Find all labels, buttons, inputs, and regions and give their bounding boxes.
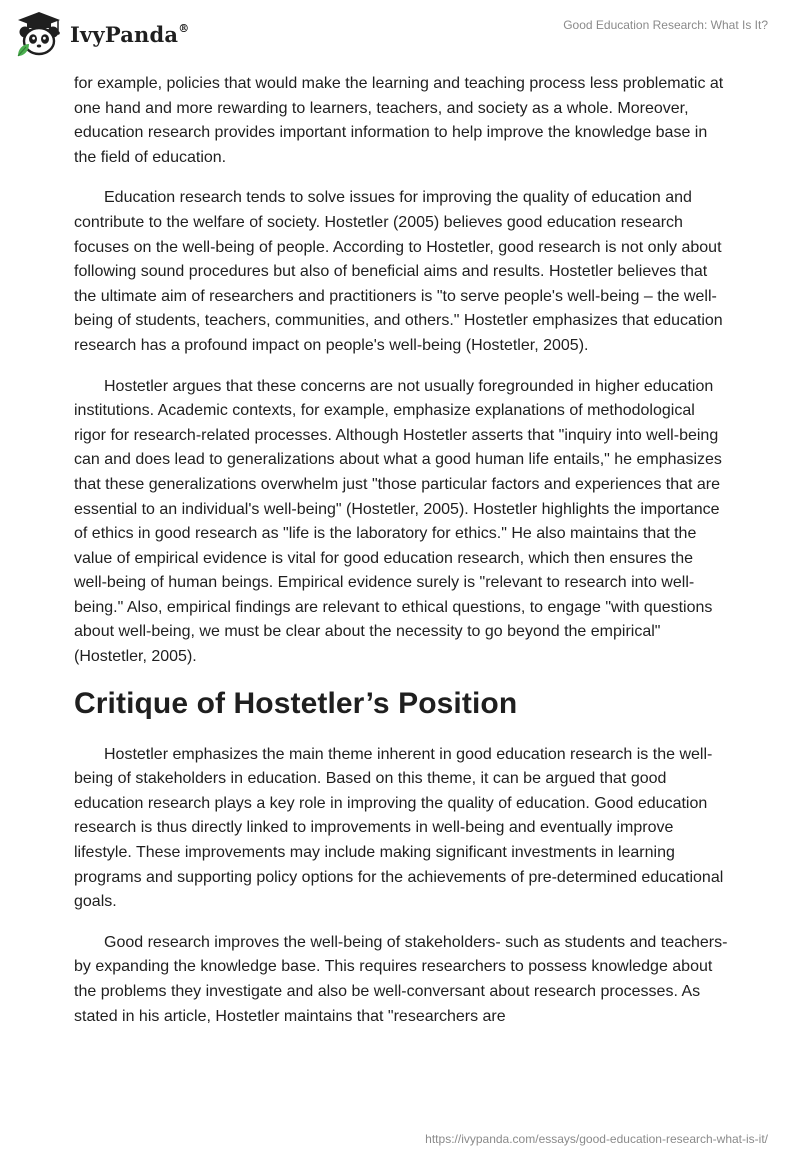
page-title: Good Education Research: What Is It? <box>563 18 768 32</box>
paragraph: for example, policies that would make the learning and teaching process less problematic at one hand and more rewarding to learners, teachers, and society as a whole. Moreover, education research provides important information to help improve the knowledge base in the field of education. <box>74 75 724 166</box>
source-url[interactable]: https://ivypanda.com/essays/good-education-research-what-is-it/ <box>425 1132 768 1146</box>
panda-graduate-icon <box>14 10 64 58</box>
article-body <box>74 72 730 1045</box>
paragraph: Education research tends to solve issues for improving the quality of education and contribute to the welfare of society. Hostetler (2005) believes good education research focuses on the well-being of people. According to Hostetler, good research is not only about following sound procedures but also of beneficial aims and results. Hostetler believes that the ultimate aim of researchers and practitioners is "to serve people's well-being – the well-being of students, teachers, communities, and others." Hostetler emphasizes that education research has a profound impact on people's well-being (Hostetler, 2005). <box>74 189 723 354</box>
section-heading: Critique of Hostetler’s Position <box>74 686 518 720</box>
site-header <box>0 0 800 70</box>
paragraph: Hostetler argues that these concerns are not usually foregrounded in higher education institutions. Academic contexts, for example, emphasize explanations of methodological rigor for research-related processes. Although Hostetler asserts that "inquiry into well-being can and does lead to generalizations about what a good human life entails," he emphasizes that these generalizations overwhelm just "those particular factors and experiences that are essential to an individual's well-being" (Hostetler, 2005). Hostetler highlights the importance of ethics in good research as "life is the laboratory for ethics." He also maintains that the value of empirical evidence is vital for good education research, which then ensures the well-being of human beings. Empirical evidence surely is "relevant to research into well-being." Also, empirical findings are relevant to ethical questions, to engage "with questions about well-being, we must be clear about the necessity to go beyond the empirical" (Hostetler, 2005). <box>74 377 722 666</box>
ivypanda-logo[interactable] <box>14 10 189 58</box>
paragraph: Hostetler emphasizes the main theme inherent in good education research is the well-being of stakeholders in education. Based on this theme, it can be argued that good education research plays a key role in improving the quality of education. Good education research is thus directly linked to improvements in well-being and eventually improve lifestyle. These improvements may include making significant investments in learning programs and supporting policy options for the achievements of pre-determined educational goals. <box>74 745 724 911</box>
brand-name: IvyPanda® <box>70 21 190 47</box>
paragraph: Good research improves the well-being of stakeholders- such as students and teachers- by expanding the knowledge base. This requires researchers to possess knowledge about the problems they investigate and also be well-conversant about research processes. As stated in his article, Hostetler maintains that "researchers are <box>74 933 728 1025</box>
